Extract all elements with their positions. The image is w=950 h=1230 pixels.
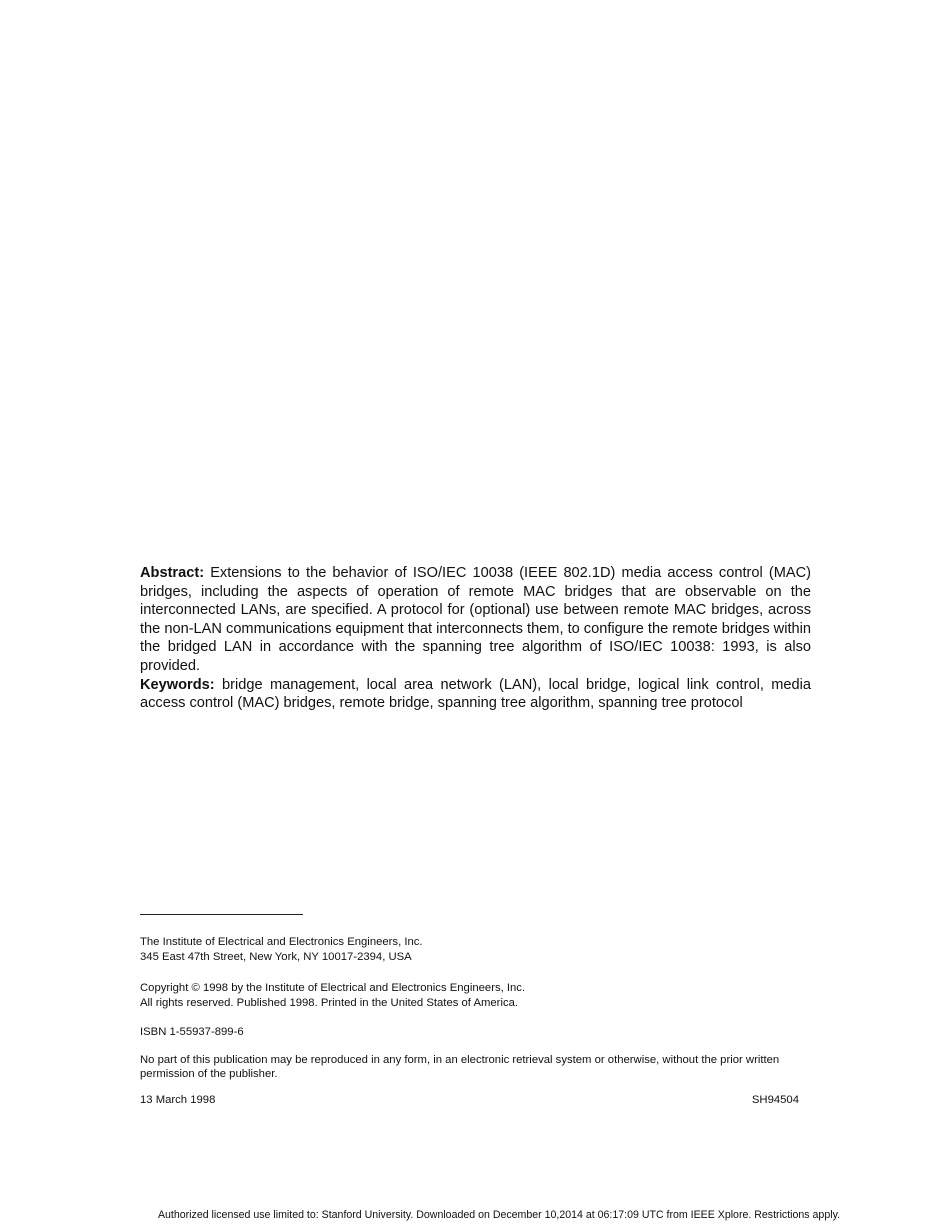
publisher-address: 345 East 47th Street, New York, NY 10017-2394, USA: [140, 951, 412, 964]
keywords-paragraph: [140, 676, 811, 713]
copyright-line: Copyright © 1998 by the Institute of Electrical and Electronics Engineers, Inc.: [140, 981, 526, 994]
keywords-text: bridge management, local area network (LAN), local bridge, logical link control, media access control (MAC) bridges, remote bridge, spanning tree algorithm, spanning tree protocol: [140, 676, 811, 712]
permission-block: [140, 1053, 808, 1081]
abstract-section: [140, 564, 811, 713]
license-footer: Authorized licensed use limited to: Stanford University. Downloaded on December 10,2014 at 06:17:09 UTC from IEEE Xplore. Restrictions apply.: [157, 1209, 841, 1221]
isbn-line: ISBN 1-55937-899-6: [140, 1025, 244, 1038]
isbn-block: [140, 1025, 808, 1040]
abstract-text: Extensions to the behavior of ISO/IEC 10038 (IEEE 802.1D) media access control (MAC) bridges, including the aspects of operation of remote MAC bridges that are observable on the interconnected LANs, are specified. A protocol for (optional) use between remote MAC bridges, across the non-LAN communications equipment that interconnects them, to configure the remote bridges within the bridged LAN in accordance with the spanning tree algorithm of ISO/IEC 10038: 1993, is also provided.: [140, 565, 811, 674]
imprint-section: [140, 935, 808, 1108]
rights-line: All rights reserved. Published 1998. Printed in the United States of America.: [140, 997, 519, 1010]
keywords-label: Keywords:: [140, 676, 215, 693]
publisher-block: [140, 935, 808, 966]
permission-text: No part of this publication may be reproduced in any form, in an electronic retrieval system or otherwise, without the prior written permission of the publisher.: [140, 1054, 780, 1081]
publisher-name: The Institute of Electrical and Electronics Engineers, Inc.: [140, 936, 423, 948]
copyright-block: [140, 981, 808, 1012]
footnote-divider: [140, 914, 303, 915]
abstract-label: Abstract:: [140, 565, 205, 581]
publication-date: 13 March 1998: [140, 1094, 216, 1107]
date-code-row: [140, 1093, 808, 1108]
product-code: SH94504: [751, 1094, 799, 1107]
abstract-paragraph: [140, 564, 811, 676]
